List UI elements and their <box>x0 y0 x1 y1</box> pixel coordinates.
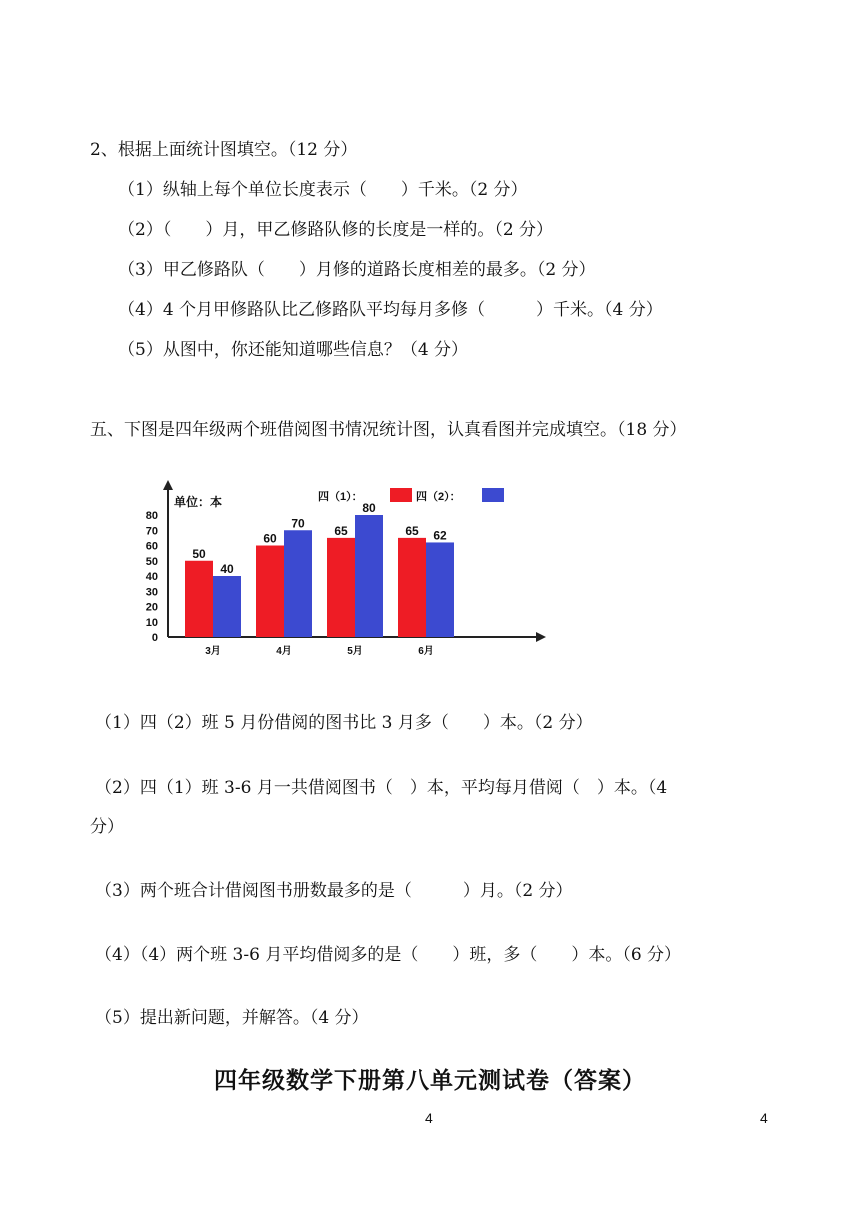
y-tick-label: 70 <box>145 525 158 538</box>
y-axis <box>163 480 173 637</box>
y-tick-label: 30 <box>145 586 158 599</box>
y-tick-label: 40 <box>145 571 158 583</box>
bar-class2-6月 <box>426 542 454 637</box>
bar-class2-4月 <box>284 530 312 637</box>
y-tick-label: 20 <box>145 601 158 614</box>
bar-value-label: 60 <box>263 531 277 546</box>
x-tick-label: 6月 <box>418 646 434 657</box>
section5-q1: （1）四（2）班 5 月份借阅的图书比 3 月多（ ）本。（2 分） <box>95 713 593 733</box>
y-tick-label: 10 <box>145 616 158 629</box>
section2-q5: （5）从图中，你还能知道哪些信息？（4 分） <box>118 340 469 360</box>
bar-value-label: 80 <box>362 501 376 515</box>
section2-q2: （2）（ ）月，甲乙修路队修的长度是一样的。（2 分） <box>118 220 554 240</box>
section2-q1: （1）纵轴上每个单位长度表示（ ）千米。（2 分） <box>118 180 528 200</box>
page-number-right: 4 <box>760 1110 768 1126</box>
section5-q4: （4）（4）两个班 3-6 月平均借阅多的是（ ）班，多（ ）本。（6 分） <box>95 945 682 965</box>
x-tick-labels <box>205 644 434 657</box>
bar-value-label: 70 <box>291 516 305 531</box>
bar-value-label: 65 <box>334 523 348 538</box>
legend-label-class2: 四（2）： <box>416 491 461 503</box>
bar-class2-3月 <box>213 576 241 637</box>
bar-chart <box>88 472 548 662</box>
x-tick-label: 5月 <box>347 646 363 657</box>
section5-q5: （5）提出新问题，并解答。（4 分） <box>95 1008 369 1028</box>
bar-value-label: 50 <box>192 546 206 561</box>
section5-q2-cont: 分） <box>90 817 124 837</box>
bar-value-label: 65 <box>405 523 419 538</box>
bars <box>185 501 454 637</box>
bar-class1-6月 <box>398 538 426 637</box>
legend-swatch-class1 <box>390 488 412 502</box>
chart-legend <box>318 488 504 503</box>
bar-class2-5月 <box>355 515 383 637</box>
bar-class1-4月 <box>256 546 284 638</box>
legend-label-class1: 四（1）： <box>318 491 363 503</box>
page-number-center: 4 <box>425 1110 433 1126</box>
y-tick-label: 80 <box>145 510 158 522</box>
section5-q2: （2）四（1）班 3-6 月一共借阅图书（ ）本，平均每月借阅（ ）本。（4 <box>95 778 668 798</box>
bar-value-label: 40 <box>220 562 234 576</box>
bar-class1-3月 <box>185 561 213 637</box>
x-tick-label: 3月 <box>205 646 221 657</box>
x-tick-label: 4月 <box>276 646 292 657</box>
y-tick-label: 0 <box>151 632 158 644</box>
section5-q3: （3）两个班合计借阅图书册数最多的是（ ）月。（2 分） <box>95 881 573 901</box>
y-tick-label: 50 <box>145 555 158 568</box>
y-tick-label: 60 <box>145 540 158 553</box>
section2-q3: （3）甲乙修路队（ ）月修的道路长度相差的最多。（2 分） <box>118 260 596 280</box>
bar-class1-5月 <box>327 538 355 637</box>
section2-heading: 2、根据上面统计图填空。（12 分） <box>90 140 358 160</box>
unit-label: 单位：本 <box>174 495 223 509</box>
legend-swatch-class2 <box>482 488 504 502</box>
section5-heading: 五、下图是四年级两个班借阅图书情况统计图，认真看图并完成填空。（18 分） <box>90 420 687 440</box>
y-tick-labels <box>146 510 158 644</box>
section2-q4: （4）4 个月甲修路队比乙修路队平均每月多修（ ）千米。（4 分） <box>118 300 663 320</box>
bar-value-label: 62 <box>433 528 447 543</box>
answer-title: 四年级数学下册第八单元测试卷（答案） <box>214 1067 646 1094</box>
